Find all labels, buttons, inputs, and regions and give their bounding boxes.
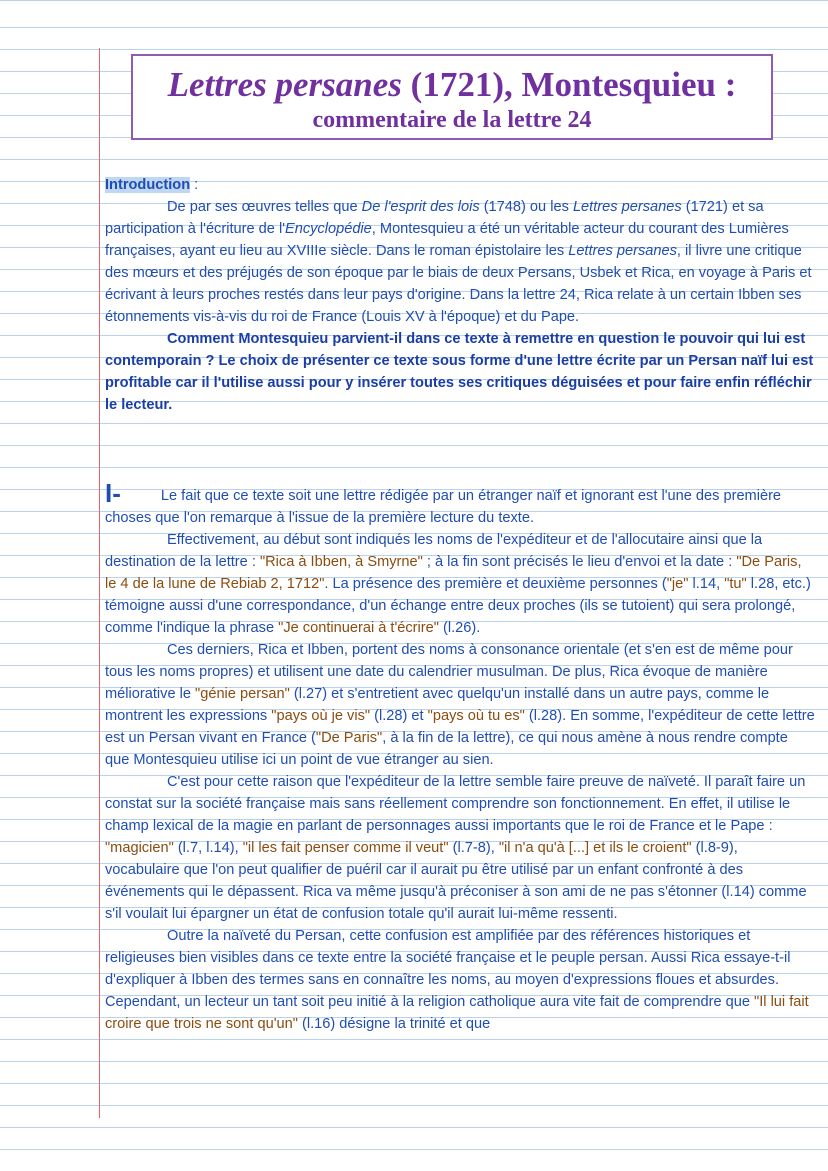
title-work-name: Lettres persanes <box>167 65 402 104</box>
spacer <box>105 460 815 482</box>
notebook-margin-line <box>99 48 100 1118</box>
part1-paragraph-5: Outre la naïveté du Persan, cette confusion est amplifiée par des références historiques et religieuses bien visibles dans ce texte entre la société française et le peuple persan. Aussi Rica essaye-t-il d'expliquer à Ibben des termes sans en connaître les noms, au moyen d'expressions floues et absurdes. Cependant, un lecteur un tant soit peu initié à la religion catholique aura vite fait de comprendre que "Il lui fait croire que trois ne sont qu'un" (l.16) désigne la trinité et que <box>105 928 809 1032</box>
part1-opening: I- Le fait que ce texte soit une lettre rédigée par un étranger naïf et ignorant est l'une des première choses que l'on remarque à l'issue de la première lecture du texte. <box>105 478 782 526</box>
part1-paragraph-4: C'est pour cette raison que l'expéditeur de la lettre semble faire preuve de naïveté. Il paraît faire un constat sur la société française mais sans réellement comprendre son fonctionnement. En effet, il utilise le champ lexical de la magie en parlant de personnages aussi importants que le roi de France et le Pape : "magicien" (l.7, l.14), "il les fait penser comme il veut" (l.7-8), "il n'a qu'à [...] et ils le croient" (l.8-9), vocabulaire que l'on peut qualifier de puéril car il aurait pu être utilisé par un enfant confronté à des événements qui le dépassent. Rica va même jusqu'à préconiser à son ami de ne pas s'étonner (l.14) comme s'il voulait lui épargner un état de confusion totale qu'il aurait lui-même ressenti. <box>105 774 807 922</box>
document-body <box>105 174 815 1035</box>
document-subtitle: commentaire de la lettre 24 <box>312 107 592 133</box>
intro-paragraph: De par ses œuvres telles que De l'esprit des lois (1748) ou les Lettres persanes (1721) et sa participation à l'écriture de l'Encyclopédie, Montesquieu a été un véritable acteur du courant des Lumières françaises, ayant eu lieu au XVIIIe siècle. Dans le roman épistolaire les Lettres persanes, il livre une critique des mœurs et des préjugés de son époque par le biais de deux Persans, Usbek et Rica, en voyage à Paris et écrivant à leurs proches restés dans leur pays d'origine. Dans la lettre 24, Rica relate à un certain Ibben ses étonnements vis-à-vis du roi de France (Louis XV à l'époque) et du Pape. <box>105 199 812 325</box>
document-title <box>133 65 771 105</box>
intro-label: Introduction <box>105 177 191 193</box>
part-numeral: I- <box>105 478 121 508</box>
part1-paragraph-3: Ces derniers, Rica et Ibben, portent des noms à consonance orientale (et s'en est de même pour tous les noms propres) et utilisent une date du calendrier musulman. De plus, Rica évoque de manière méliorative le "génie persan" (l.27) et s'entretient avec quelqu'un installé dans un autre pays, comme le montrent les expressions "pays où je vis" (l.28) et "pays où tu es" (l.28). En somme, l'expéditeur de cette lettre est un Persan vivant en France ("De Paris", à la fin de la lettre), ce qui nous amène à nous rendre compte que Montesquieu utilise ici un point de vue étranger au sien. <box>105 642 815 768</box>
intro-heading: Introduction : <box>105 177 199 193</box>
thesis-paragraph: Comment Montesquieu parvient-il dans ce texte à remettre en question le pouvoir qui lui est contemporain ? Le choix de présenter ce texte sous forme d'une lettre écrite par un Persan naïf lui est profitable car il l'utilise aussi pour y insérer toutes ses critiques déguisées et pour faire enfin réfléchir le lecteur. <box>105 331 814 413</box>
title-box <box>131 54 773 140</box>
title-rest: (1721), Montesquieu : <box>401 65 737 104</box>
spacer <box>105 416 815 460</box>
part1-paragraph-2: Effectivement, au début sont indiqués les noms de l'expéditeur et de l'allocutaire ainsi que la destination de la lettre : "Rica à Ibben, à Smyrne" ; à la fin sont précisés le lieu d'envoi et la date : "De Paris, le 4 de la lune de Rebiab 2, 1712". La présence des première et deuxième personnes ("je" l.14, "tu" l.28, etc.) témoigne aussi d'une correspondance, d'un échange entre deux proches (ils se tutoient) qui sera prolongé, comme l'indique la phrase "Je continuerai à t'écrire" (l.26). <box>105 532 811 636</box>
